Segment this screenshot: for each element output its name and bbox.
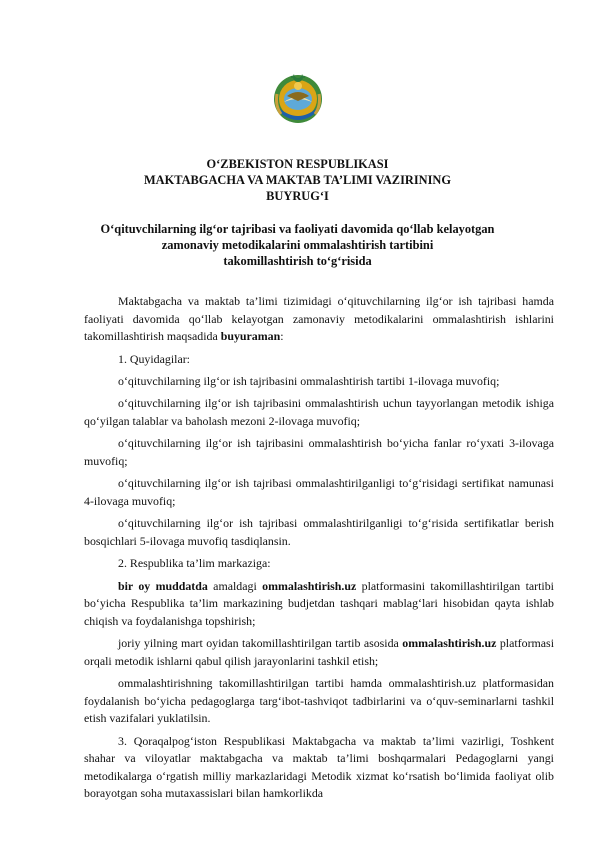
item-1-c: o‘qituvchilarning ilg‘or ish tajribasini ommalashtirish bo‘yicha fanlar ro‘yxati 3-ilovaga muvofiq;	[84, 436, 554, 468]
item-1-e: o‘qituvchilarning ilg‘or ish tajribasi ommalashtirilganligi to‘g‘risida sertifikatlar berish bosqichlari 5-ilovaga muvofiq tasdiqlansin.	[84, 516, 554, 548]
item-2-c: ommalashtirishning takomillashtirilgan tartibi hamda ommalashtirish.uz platformasidan foydalanish bo‘yicha pedagoglarga targ‘ibot-tashviqot tadbirlarini va o‘quv-seminarlarni tashkil etish vazifalari yuklatilsin.	[84, 676, 554, 726]
order-body	[84, 293, 554, 803]
item-2-a: bir oy muddatda amaldagi ommalashtirish.uz platformasini takomillashtirilgan tartibi bo‘yicha Respublika ta’lim markazining budjetdan tashqari mablag‘lari hisobidan qayta ishlab chiqish va foydalanishga topshirish;	[84, 578, 554, 628]
org-line-1: O‘ZBEKISTON RESPUBLIKASI	[206, 157, 389, 171]
item-2-b: joriy yilning mart oyidan takomillashtirilgan tartib asosida ommalashtirish.uz platformasi orqali metodik ishlarni qabul qilish jarayonlarini tashkil etish;	[84, 636, 554, 668]
title-line-1: O‘qituvchilarning ilg‘or tajribasi va faoliyati davomida qo‘llab kelayotgan	[100, 222, 495, 236]
document-header	[60, 156, 535, 204]
directive-word: buyuraman	[220, 329, 281, 344]
item-1-a: o‘qituvchilarning ilg‘or ish tajribasini ommalashtirish tartibi 1-ilovaga muvofiq;	[118, 373, 500, 388]
item-1-b: o‘qituvchilarning ilg‘or ish tajribasini ommalashtirish uchun tayyorlangan metodik ishiga qo‘yilgan talablar va baholash mezoni 2-ilovaga muvofiq;	[84, 396, 554, 428]
state-emblem-icon	[267, 66, 329, 128]
org-line-2: MAKTABGACHA VA MAKTAB TA’LIMI VAZIRINING	[143, 173, 452, 187]
intro-paragraph: Maktabgacha va maktab ta’limi tizimidagi o‘qituvchilarning ilg‘or ish tajribasi hamda faoliyati davomida qo‘llab kelayotgan zamonaviy metodikalarini ommalashtirish ishlarini takomillashtirish maqsadida buyuraman:	[84, 294, 554, 344]
item-1-d: o‘qituvchilarning ilg‘or ish tajribasi ommalashtirilganligi to‘g‘risidagi sertifikat namunasi 4-ilovaga muvofiq;	[84, 476, 554, 508]
item-2-heading: 2. Respublika ta’lim markaziga:	[118, 556, 271, 571]
title-line-3: takomillashtirish to‘g‘risida	[223, 254, 372, 268]
item-1-heading: 1. Quyidagilar:	[118, 351, 190, 366]
item-3: 3. Qoraqalpog‘iston Respublikasi Maktabgacha va maktab ta’limi vazirligi, Toshkent shahar va viloyatlar maktabgacha va maktab ta’limi boshqarmalari Pedagoglarni yangi metodikalarga o‘rgatish milliy markazlaridagi Metodik xizmat ko‘rsatish bo‘limida faoliyat olib borayotgan soha mutaxassislari bilan hamkorlikda	[84, 733, 554, 801]
document-type: BUYRUG‘I	[266, 189, 329, 203]
title-line-2: zamonaviy metodikalarini ommalashtirish tartibini	[161, 238, 434, 252]
document-title	[60, 221, 535, 269]
